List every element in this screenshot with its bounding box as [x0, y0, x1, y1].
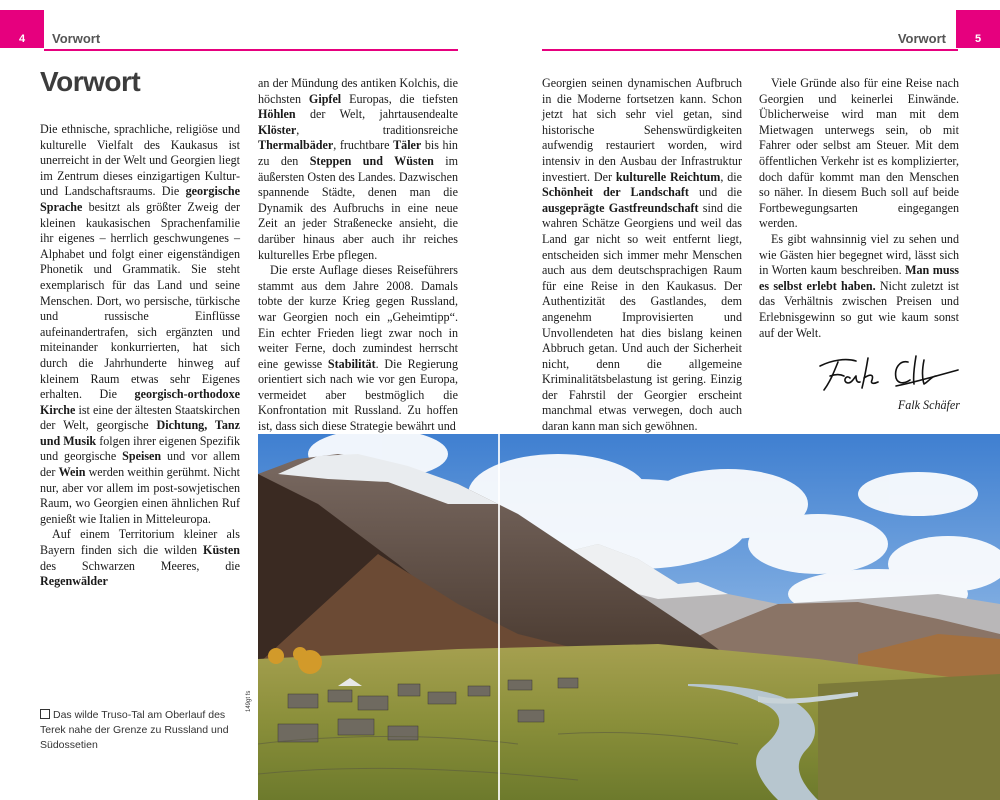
paragraph: Auf einem Territorium kleiner als Bayern finden sich die wilden Küsten des Schwarzen Meeres, die Regenwälder — [40, 527, 240, 589]
page-number-right: 5 — [956, 10, 1000, 48]
page-title: Vorwort — [40, 66, 141, 97]
signature-name: Falk Schäfer — [897, 398, 960, 412]
header-rule-right — [542, 49, 958, 51]
photo-credit: 149gt fs — [246, 690, 252, 712]
text-column-1 — [40, 122, 240, 590]
paragraph: Es gibt wahnsinnig viel zu sehen und wie Gästen hier begegnet wird, lässt sich in Worten kaum beschreiben. Man muss es selbst erlebt haben. Nicht zuletzt ist das Verhältnis zwischen Preisen und Erlebnisgewinn so gut wie kaum sonst auf der Welt. — [759, 231, 959, 340]
page-number-left: 4 — [0, 10, 44, 48]
handwritten-signature — [812, 352, 962, 394]
text-column-4 — [759, 76, 959, 341]
paragraph: an der Mündung des antiken Kolchis, die höchsten Gipfel Europas, die tiefsten Höhlen der Welt, jahrtausendealte Klöster, traditionsreiche Thermalbäder, fruchtbare Täler bis hin zu den Steppen und Wüsten im äußersten Osten des Landes. Dazwischen spannende Städte, denen man die Dynamik des Aufbruchs in eine neue Zeit an jeder Straßenecke ansieht, die darüber hinaus aber auch ihr reiches kulturelles Erbe pflegen. — [258, 76, 458, 262]
landscape-photo — [258, 434, 1000, 800]
paragraph: Die ethnische, sprachliche, religiöse und kulturelle Vielfalt des Kaukasus ist unerreicht in der Welt und Georgien liegt im Zentrum dieses einzigartigen Kultur- und Landschaftsraums. Die georgische Sprache besitzt als größter Zweig der kleinen kaukasischen Sprachenfamilie ihr eigenes – herrlich geschwungenes – Alphabet und folgt einer eigenständigen Phonetik und Grammatik. Sie steht exemplarisch für das Land und seine Menschen. Dort, wo persische, türkische und russische Einflüsse aufeinandertrafen, sich ergänzten und miteinander konkurrierten, hat sich durch die Jahrhunderte hinweg auf kleinem Raum etwas sehr Eigenes erhalten. Die georgisch-orthodoxe Kirche ist eine der ältesten Staatskirchen der Welt, georgische Dichtung, Tanz und Musik folgen ihrer eigenen Spezifik und georgische Speisen und vor allem der Wein werden weithin gerühmt. Nicht nur, aber vor allem im post-sowjetischen Raum, wo Georgien einen ähnlichen Ruf genießt wie Italien in Mitteleuropa. — [40, 122, 240, 526]
photo-caption: Das wilde Truso-Tal am Oberlauf des Terek nahe der Grenze zu Russland und Südossetien — [40, 709, 229, 751]
paragraph: Viele Gründe also für eine Reise nach Georgien und keinerlei Einwände. Üblicherweise wird man mit dem Mietwagen unterwegs sein, ob mit Fahrer oder selbst am Steuer. Mit dem öffentlichen Verkehr ist es komplizierter, doch dafür kommt man den Menschen so näher. In diesem Buch soll auf beide Fortbewegungsarten eingegangen werden. — [759, 76, 959, 231]
text-column-3 — [542, 76, 742, 435]
running-head-right: Vorwort — [897, 31, 946, 46]
page-gutter — [498, 434, 500, 800]
header-rule-left — [44, 49, 458, 51]
arrow-box-icon — [40, 709, 50, 719]
text-column-2 — [258, 76, 458, 435]
paragraph: Die erste Auflage dieses Reiseführers stammt aus dem Jahre 2008. Damals tobte der kurze Krieg gegen Russland, war Georgien noch ein „Geheimtipp“. Ein echter Frieden liegt zwar noch in weiter Ferne, doch zumindest herrscht eine gewisse Stabilität. Die Regierung orientiert sich nach wie vor gen Europa, vermeidet aber bestmöglich die Konfrontation mit Russland. Zu hoffen ist, dass sich diese Strategie bewährt und — [258, 263, 458, 434]
paragraph: Georgien seinen dynamischen Aufbruch in die Moderne fortsetzen kann. Schon jetzt hat sich sehr viel getan, sind historische Sehenswürdigkeiten aufwendig restauriert worden, wird intensiv in den Ausbau der Infrastruktur investiert. Der kulturelle Reichtum, die Schönheit der Landschaft und die ausgeprägte Gastfreundschaft sind die wahren Schätze Georgiens und weil das Land gar nicht so weit entfernt liegt, entscheiden sich immer mehr Menschen auch aus dem deutschsprachigen Raum für eine Reise in den Kaukasus. Der Authentizität des Gastlandes, dem angenehm Improvisierten und Unvollendeten hat dies bislang keinen Abbruch getan. Und auch der Sicherheit nicht, denn die allgemeine Kriminalitätsbelastung ist gering. Einzig der Fahrstil der Georgier erscheint manchmal etwas verwegen, doch auch daran kann man sich gewöhnen. — [542, 76, 743, 434]
running-head-left: Vorwort — [52, 31, 101, 46]
